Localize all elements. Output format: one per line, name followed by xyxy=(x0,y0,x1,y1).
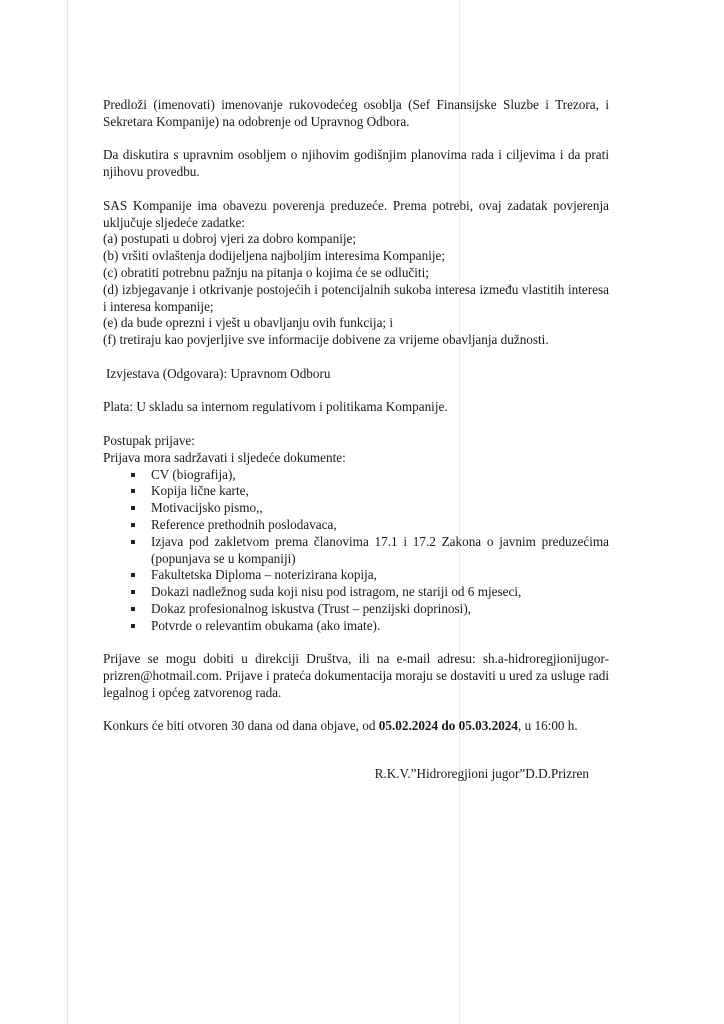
document-item: Motivacijsko pismo,, xyxy=(103,500,609,517)
duty-item: (f) tretiraju kao povjerljive sve informacije dobivene za vrijeme obavljanja dužnosti. xyxy=(103,332,549,348)
paragraph-nominate: Predloži (imenovati) imenovanje rukovodećeg osoblja (Sef Finansijske Sluzbe i Trezora, i Sekretara Kompanije) na odobrenje od Upravnog Odbora. xyxy=(103,97,609,129)
duties-list xyxy=(103,231,609,349)
bullet-icon xyxy=(131,607,135,611)
document-item: Kopija lične karte, xyxy=(103,483,609,500)
deadline-dates: 05.02.2024 do 05.03.2024 xyxy=(378,718,518,734)
duty-item: (c) obratiti potrebnu pažnju na pitanja o kojima će se odlučiti; xyxy=(103,264,429,280)
bullet-icon xyxy=(131,590,135,594)
bullet-icon xyxy=(131,473,135,477)
bullet-icon xyxy=(131,540,135,544)
duty-item: (a) postupati u dobroj vjeri za dobro kompanije; xyxy=(103,231,357,247)
bullet-icon xyxy=(131,506,135,510)
paragraph-duty-intro: SAS Kompanije ima obavezu poverenja preduzeće. Prema potrebi, ovaj zadatak povjerenja uključuje sljedeće zadatke: xyxy=(103,197,609,230)
paragraph-discuss: Da diskutira s upravnim osobljem o njihovim godišnjim planovima rada i ciljevima i da prati njihovu provedbu. xyxy=(103,147,609,180)
document-item: Reference prethodnih poslodavaca, xyxy=(103,517,609,534)
document-item: Izjava pod zakletvom prema članovima 17.1 i 17.2 Zakona o javnim preduzećima (popunjava se u kompaniji) xyxy=(103,534,609,568)
documents-list xyxy=(103,467,609,635)
duty-item: (e) da bude oprezni i vješt u obavljanju ovih funkcija; i xyxy=(103,315,394,331)
bullet-icon xyxy=(131,489,135,493)
salary: Plata: U skladu sa internom regulativom i politikama Kompanije. xyxy=(103,399,448,415)
submission-paragraph: Prijave se mogu dobiti u direkciji Društva, ili na e-mail adresu: sh.a-hidroregjionijugor-prizren@hotmail.com. Prijave i prateća dokumentacija moraju se dostaviti u ured za usluge radi legalnog i općeg zatvorenog rada. xyxy=(103,651,609,700)
document-item: CV (biografija), xyxy=(103,467,609,484)
document-page xyxy=(103,97,609,783)
document-item: Dokaz profesionalnog iskustva (Trust – penzijski doprinosi), xyxy=(103,601,609,618)
document-item: Fakultetska Diploma – noterizirana kopija, xyxy=(103,567,609,584)
bullet-icon xyxy=(131,624,135,628)
reports-to: Izvjestava (Odgovara): Upravnom Odboru xyxy=(106,365,331,381)
deadline-paragraph: Konkurs će biti otvoren 30 dana od dana objave, od 05.02.2024 do 05.03.2024, u 16:00 h. xyxy=(103,718,578,734)
duty-item: (d) izbjegavanje i otkrivanje postojećih i potencijalnih sukoba interesa između vlastitih interesa i interesa kompanije; xyxy=(103,281,609,314)
document-item: Potvrde o relevantim obukama (ako imate). xyxy=(103,618,609,635)
bullet-icon xyxy=(131,573,135,577)
scan-artifact-line xyxy=(67,0,68,1024)
signature: R.K.V.”Hidroregjioni jugor”D.D.Prizren xyxy=(374,766,589,782)
bullet-icon xyxy=(131,523,135,527)
duty-item: (b) vršiti ovlaštenja dodijeljena najboljim interesima Kompanije; xyxy=(103,248,446,264)
procedure-intro: Prijava mora sadržavati i sljedeće dokumente: xyxy=(103,449,346,465)
procedure-title: Postupak prijave: xyxy=(103,432,195,448)
document-item: Dokazi nadležnog suda koji nisu pod istragom, ne stariji od 6 mjeseci, xyxy=(103,584,609,601)
